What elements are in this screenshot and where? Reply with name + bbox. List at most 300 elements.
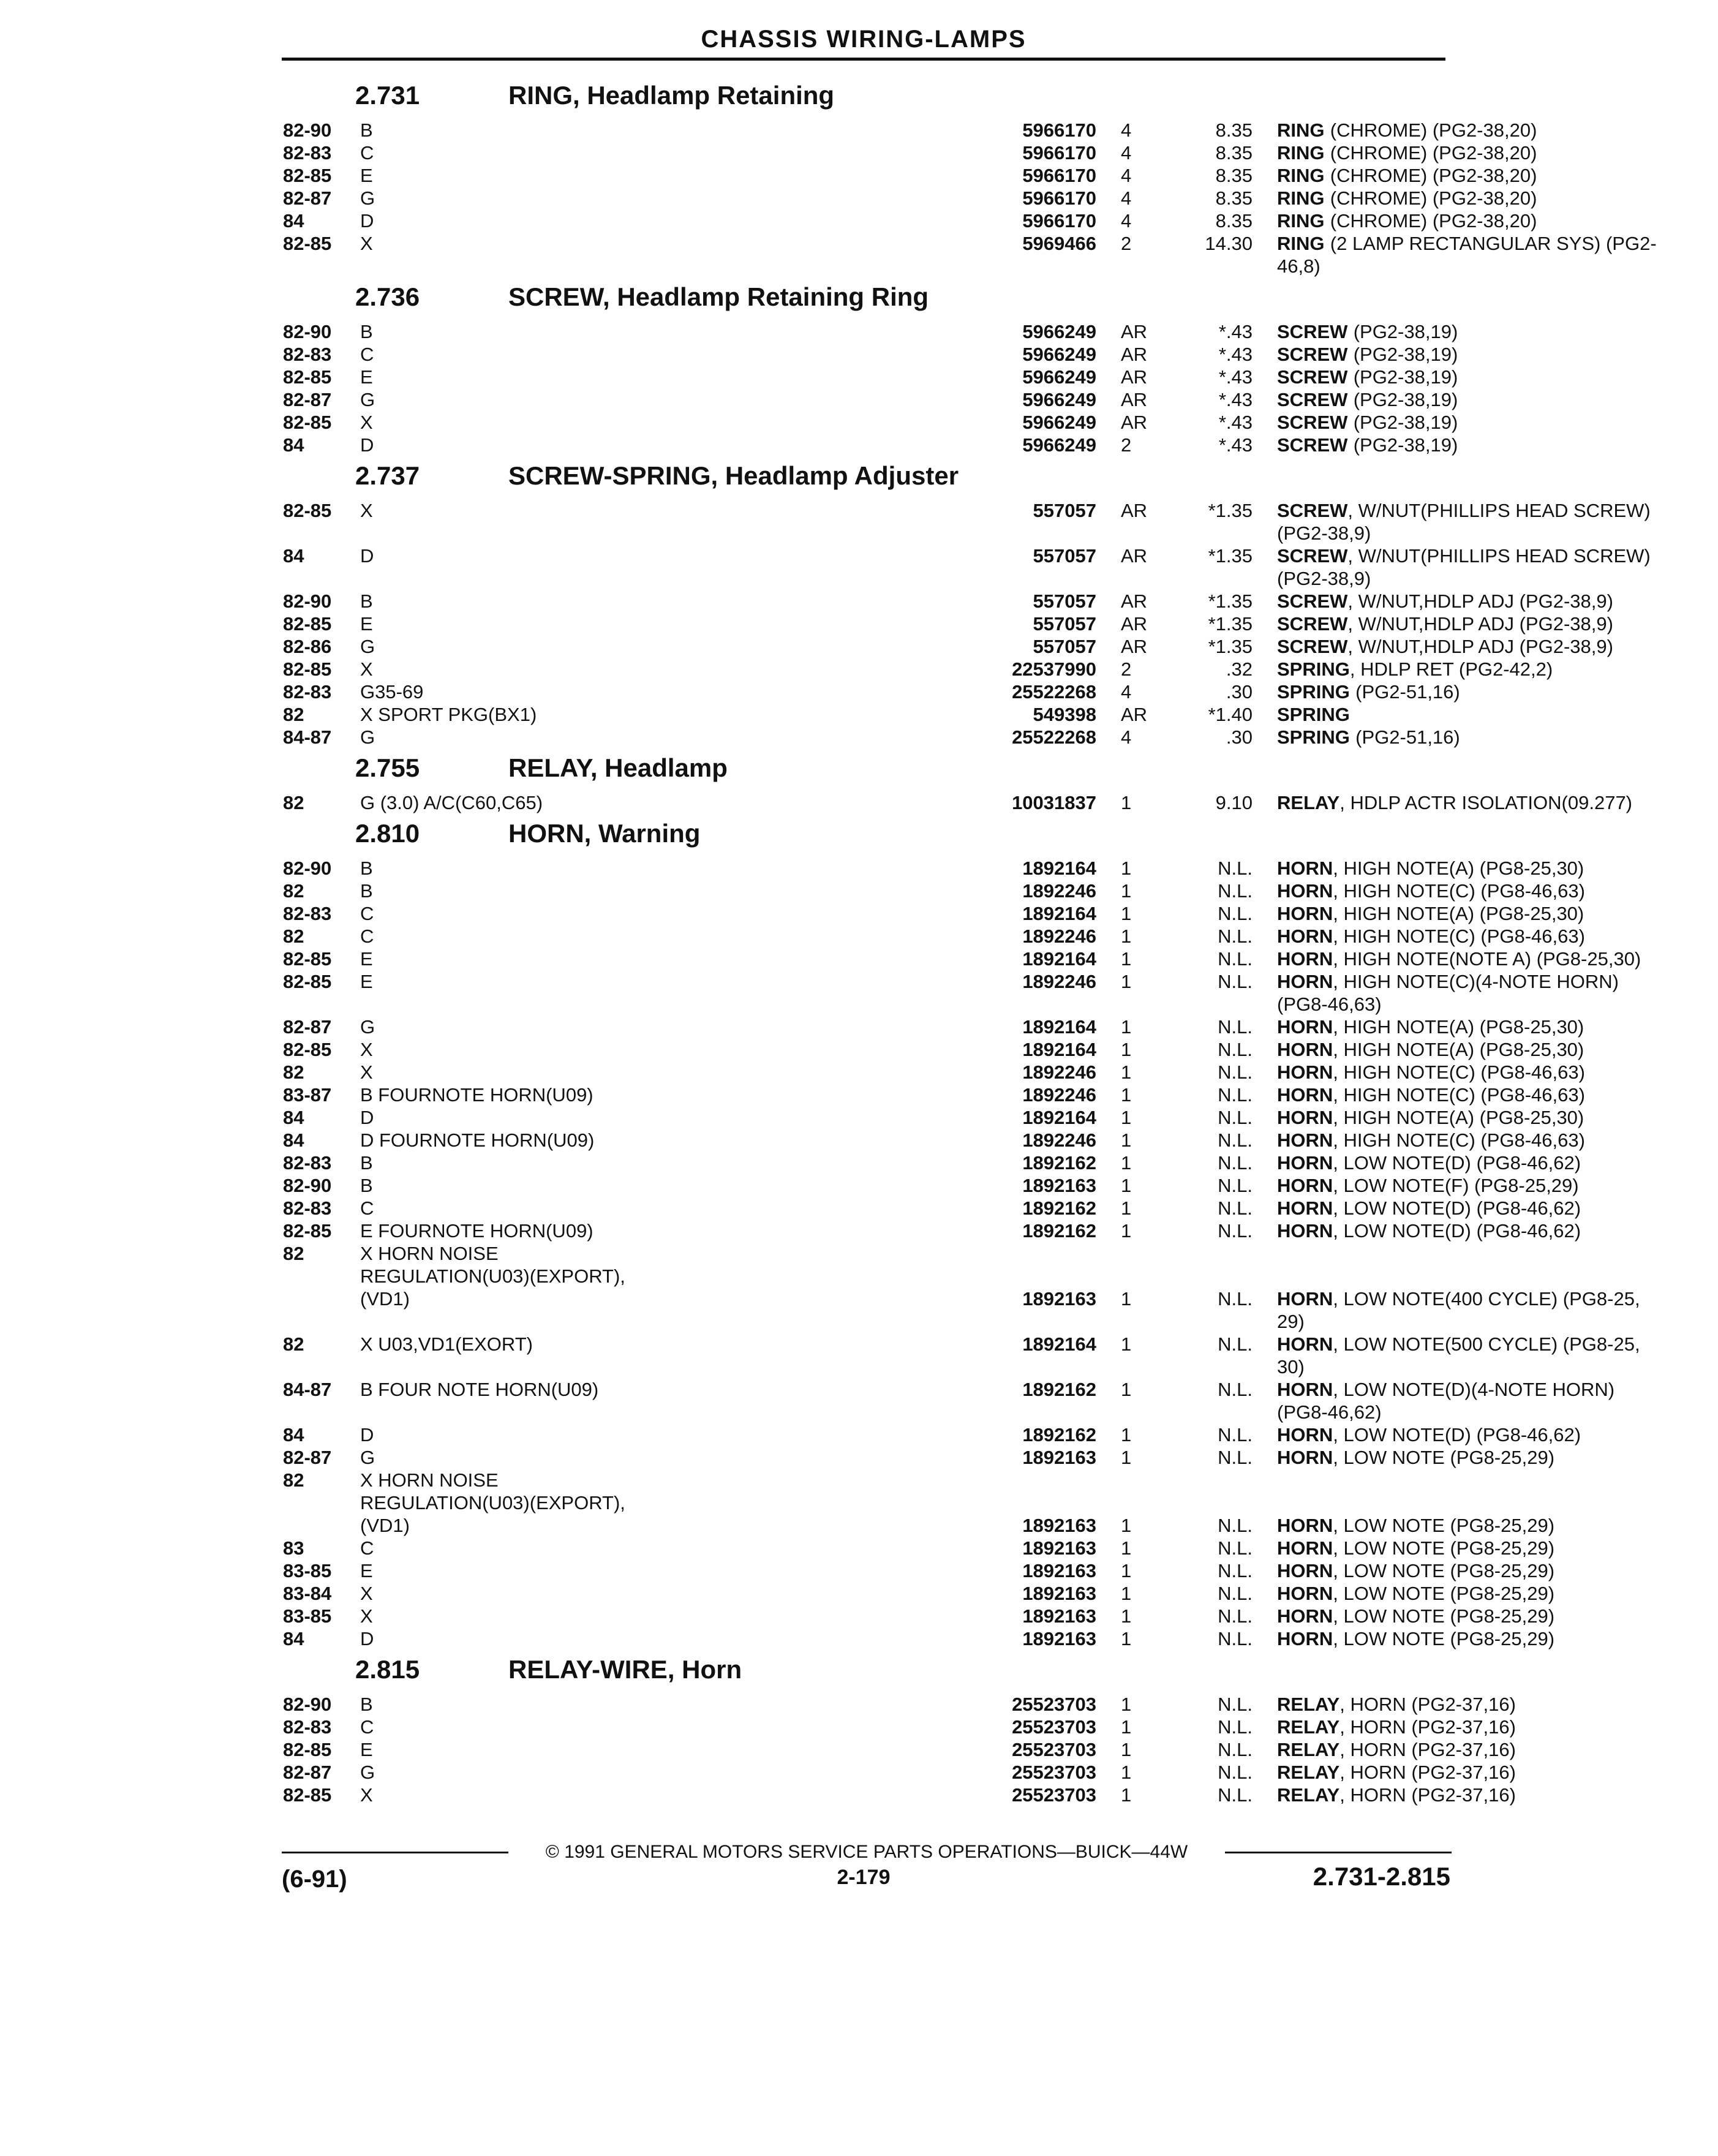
row-note-text: (CHROME) (PG2-38,20) [1330,142,1537,164]
row-description: B FOUR NOTE HORN(U09) [360,1379,599,1400]
row-description-note [1277,1287,1718,1310]
row-description: C [360,142,374,164]
table-row [282,948,1641,970]
row-description-note [1277,1514,1718,1537]
row-quantity: 1 [1121,1379,1132,1400]
row-quantity: AR [1121,500,1148,521]
section-number: 2.815 [355,1655,420,1684]
table-row [282,1038,1584,1061]
table-row [282,1219,1581,1242]
row-price: *1.35 [1208,613,1253,635]
row-part-number: 25522268 [1012,726,1096,748]
table-row [282,411,1458,434]
row-note-text: , HIGH NOTE(C) (PG8-46,63) [1333,1061,1585,1083]
section-number: 2.736 [355,282,420,311]
row-part-keyword: HORN [1277,1288,1333,1310]
row-year: 82-85 [283,1039,332,1060]
section-number: 2.731 [355,81,420,110]
row-description-note [1277,1378,1718,1401]
row-year: 82-87 [283,1762,332,1783]
row-part-keyword: HORN [1277,1379,1333,1400]
row-description-note [1277,1174,1718,1197]
row-part-number: 25522268 [1012,681,1096,703]
row-part-number: 1892164 [1022,1039,1096,1060]
row-description-note [1277,499,1718,522]
row-part-keyword: HORN [1277,1061,1333,1083]
row-year: 82-85 [283,500,332,521]
row-price: N.L. [1218,1175,1253,1196]
row-part-number: 5966249 [1022,366,1096,388]
row-price: N.L. [1218,1515,1253,1536]
row-quantity: AR [1121,704,1148,725]
row-description-note [1277,970,1718,993]
row-year: 83-85 [283,1605,332,1627]
row-note-text: , HDLP RET (PG2-42,2) [1349,658,1553,680]
row-description: G [360,1447,375,1468]
table-row [282,1333,1640,1355]
row-note-text: , LOW NOTE (PG8-25,29) [1333,1447,1555,1468]
row-note-text: , LOW NOTE(500 CYCLE) (PG8-25, [1333,1333,1640,1355]
row-note-text: (PG2-38,9) [1277,522,1371,544]
row-description-note [1277,1401,1718,1423]
section-title: SCREW-SPRING, Headlamp Adjuster [508,461,959,490]
table-row [282,1152,1581,1174]
row-note-text: (PG2-38,19) [1353,389,1458,410]
row-description: C [360,1197,374,1219]
row-price: N.L. [1218,1152,1253,1174]
row-quantity: 1 [1121,792,1132,813]
section-title: HORN, Warning [508,819,701,848]
section-heading [282,277,1445,320]
row-description-note [1277,366,1718,388]
row-part-number: 5966249 [1022,321,1096,342]
table-row [282,590,1613,612]
section-heading [282,456,1445,499]
row-note-text: , LOW NOTE (PG8-25,29) [1333,1628,1555,1649]
table-row [282,567,1445,590]
row-price: N.L. [1218,1424,1253,1446]
table-row [282,1627,1555,1650]
table-row [282,680,1460,703]
section-number: 2.737 [355,461,420,490]
row-price: N.L. [1218,925,1253,947]
row-quantity: 1 [1121,1762,1132,1783]
table-row [282,388,1458,411]
row-quantity: 4 [1121,681,1132,703]
row-quantity: 1 [1121,1605,1132,1627]
row-description: E [360,165,373,186]
table-row [282,1242,1445,1265]
row-price: *1.35 [1208,500,1253,521]
row-part-keyword: RING [1277,119,1325,141]
row-quantity: 1 [1121,858,1132,879]
row-quantity: 1 [1121,1333,1132,1355]
row-description: (VD1) [360,1288,410,1310]
row-price: N.L. [1218,1379,1253,1400]
row-note-text: (PG2-38,19) [1353,344,1458,365]
row-note-text: , LOW NOTE (PG8-25,29) [1333,1583,1555,1604]
row-part-keyword: HORN [1277,858,1333,879]
row-part-number: 1892162 [1022,1220,1096,1242]
row-year: 82-85 [283,948,332,970]
table-row [282,1423,1581,1446]
row-description: X [360,1605,373,1627]
row-year: 82-83 [283,681,332,703]
row-description-note [1277,1582,1718,1605]
row-price: N.L. [1218,948,1253,970]
row-price: 8.35 [1215,165,1253,186]
table-row [282,1287,1640,1310]
row-part-keyword: SCREW [1277,344,1348,365]
row-year: 82-87 [283,389,332,410]
row-description-note [1277,1784,1718,1806]
row-description: G [360,389,375,410]
table-row [282,545,1651,567]
row-price: N.L. [1218,903,1253,924]
table-row [282,1061,1585,1084]
row-part-number: 1892163 [1022,1583,1096,1604]
row-description: G [360,726,375,748]
row-note-text: (PG2-51,16) [1355,681,1460,703]
row-price: N.L. [1218,1605,1253,1627]
row-description-note [1277,567,1718,590]
row-part-number: 1892164 [1022,858,1096,879]
row-part-number: 1892162 [1022,1379,1096,1400]
table-row [282,1446,1555,1469]
table-row [282,1469,1445,1491]
row-part-keyword: RING [1277,210,1325,232]
row-price: N.L. [1218,880,1253,902]
row-note-text: , LOW NOTE(D) (PG8-46,62) [1333,1424,1581,1446]
row-note-text: (PG8-46,62) [1277,1401,1382,1423]
row-note-text: , LOW NOTE(D) (PG8-46,62) [1333,1220,1581,1242]
row-note-text: , HORN (PG2-37,16) [1339,1716,1516,1738]
row-description: C [360,1537,374,1559]
section-heading [282,814,1445,857]
row-note-text: 29) [1277,1311,1305,1332]
row-note-text: , HDLP ACTR ISOLATION(09.277) [1339,792,1633,813]
row-price: *.43 [1218,344,1253,365]
row-quantity: 4 [1121,142,1132,164]
row-part-number: 25523703 [1012,1762,1096,1783]
row-part-keyword: HORN [1277,971,1333,992]
row-description: B [360,1694,373,1715]
row-price: N.L. [1218,1784,1253,1806]
row-quantity: AR [1121,321,1148,342]
row-part-keyword: HORN [1277,1016,1333,1038]
section-heading [282,76,1445,119]
row-description: REGULATION(U03)(EXPORT), [360,1265,625,1287]
row-description-note [1277,726,1718,748]
row-price: 14.30 [1205,233,1253,254]
row-year: 82-83 [283,1197,332,1219]
row-note-text: , HIGH NOTE(C)(4-NOTE HORN) [1333,971,1619,992]
row-note-text: , HIGH NOTE(C) (PG8-46,63) [1333,880,1585,902]
row-price: N.L. [1218,971,1253,992]
row-part-keyword: SPRING [1277,658,1350,680]
footer-copyright: © 1991 GENERAL MOTORS SERVICE PARTS OPERATIONS—BUICK—44W [545,1842,1188,1862]
row-description: X [360,1039,373,1060]
row-year: 82-85 [283,412,332,433]
row-description-note [1277,880,1718,902]
row-price: N.L. [1218,858,1253,879]
row-part-number: 1892246 [1022,1084,1096,1106]
row-part-number: 5969466 [1022,233,1096,254]
row-description: B [360,119,373,141]
table-row [282,1355,1445,1378]
row-quantity: AR [1121,412,1148,433]
row-description: D [360,1107,374,1128]
table-row [282,1784,1516,1806]
row-price: N.L. [1218,1016,1253,1038]
row-description-note [1277,1761,1718,1784]
row-description-note [1277,141,1718,164]
row-price: .30 [1226,726,1253,748]
row-note-text: (CHROME) (PG2-38,20) [1330,165,1537,186]
row-description-note [1277,411,1718,434]
row-part-number: 5966249 [1022,412,1096,433]
row-year: 82 [283,1243,304,1264]
section-title: RELAY, Headlamp [508,753,728,782]
footer-section-range: 2.731-2.815 [1313,1862,1450,1891]
row-description: X [360,233,373,254]
row-note-text: , LOW NOTE(D)(4-NOTE HORN) [1333,1379,1615,1400]
row-year: 84 [283,1628,304,1649]
table-row [282,703,1445,726]
row-part-number: 5966170 [1022,187,1096,209]
table-row [282,612,1613,635]
row-part-number: 5966249 [1022,434,1096,456]
table-row [282,119,1537,141]
row-year: 82 [283,1469,304,1491]
row-note-text: (CHROME) (PG2-38,20) [1330,210,1537,232]
row-part-number: 557057 [1033,613,1096,635]
row-part-keyword: HORN [1277,903,1333,924]
row-quantity: 1 [1121,1039,1132,1060]
row-description-note [1277,255,1718,277]
row-year: 82-90 [283,119,332,141]
row-description: B [360,1152,373,1174]
row-year: 82-90 [283,1694,332,1715]
table-row [282,164,1537,187]
row-part-number: 5966170 [1022,119,1096,141]
row-description-note [1277,232,1718,255]
row-quantity: 1 [1121,1197,1132,1219]
row-part-keyword: HORN [1277,1447,1333,1468]
row-description-note [1277,680,1718,703]
table-row [282,187,1537,209]
table-row [282,925,1585,948]
row-part-keyword: RING [1277,187,1325,209]
parts-listing [282,76,1657,1806]
table-row [282,1401,1445,1423]
row-quantity: 1 [1121,948,1132,970]
table-row [282,1106,1584,1129]
row-year: 84 [283,1424,304,1446]
table-row [282,635,1613,658]
row-part-number: 1892246 [1022,1129,1096,1151]
row-price: *1.35 [1208,590,1253,612]
row-note-text: , HORN (PG2-37,16) [1339,1784,1516,1806]
row-year: 83-84 [283,1583,332,1604]
row-description-note [1277,1559,1718,1582]
section-heading [282,1650,1445,1693]
row-quantity: 1 [1121,1537,1132,1559]
row-note-text: , HIGH NOTE(A) (PG8-25,30) [1333,1039,1584,1060]
row-part-number: 25523703 [1012,1739,1096,1760]
row-part-keyword: RING [1277,233,1325,254]
row-note-text: , LOW NOTE (PG8-25,29) [1333,1605,1555,1627]
row-year: 82 [283,792,304,813]
row-price: *1.35 [1208,545,1253,567]
row-note-text: , HORN (PG2-37,16) [1339,1694,1516,1715]
row-year: 82-83 [283,142,332,164]
row-description: G (3.0) A/C(C60,C65) [360,792,543,813]
row-note-text: (PG2-38,19) [1353,321,1458,342]
row-description-note [1277,1605,1718,1627]
row-description: (VD1) [360,1515,410,1536]
table-row [282,970,1619,993]
row-year: 82-90 [283,858,332,879]
row-description: D [360,1628,374,1649]
row-note-text: (CHROME) (PG2-38,20) [1330,187,1537,209]
row-note-text: (CHROME) (PG2-38,20) [1330,119,1537,141]
row-note-text: , HORN (PG2-37,16) [1339,1739,1516,1760]
table-row [282,726,1460,748]
table-row [282,141,1537,164]
row-description: X U03,VD1(EXORT) [360,1333,533,1355]
row-description: B [360,858,373,879]
row-part-keyword: HORN [1277,925,1333,947]
row-price: N.L. [1218,1537,1253,1559]
table-row [282,1559,1555,1582]
row-part-number: 1892164 [1022,1107,1096,1128]
row-description-note [1277,1084,1718,1106]
row-note-text: , HIGH NOTE(C) (PG8-46,63) [1333,925,1585,947]
row-note-text: , LOW NOTE (PG8-25,29) [1333,1537,1555,1559]
row-price: 8.35 [1215,210,1253,232]
row-description-note [1277,993,1718,1016]
row-description: X [360,500,373,521]
table-row [282,1605,1555,1627]
table-row [282,1761,1516,1784]
row-note-text: , W/NUT,HDLP ADJ (PG2-38,9) [1347,636,1613,657]
row-part-keyword: HORN [1277,1424,1333,1446]
row-part-number: 5966170 [1022,165,1096,186]
table-row [282,209,1537,232]
table-row [282,1016,1584,1038]
section-heading [282,748,1445,791]
row-description: B [360,880,373,902]
row-price: *1.40 [1208,704,1253,725]
row-part-keyword: SCREW [1277,590,1348,612]
row-year: 82-85 [283,1739,332,1760]
table-row [282,434,1458,456]
row-year: 82-90 [283,590,332,612]
row-quantity: 1 [1121,1628,1132,1649]
row-part-number: 1892162 [1022,1152,1096,1174]
row-year: 82 [283,880,304,902]
row-part-number: 557057 [1033,500,1096,521]
row-description: C [360,1716,374,1738]
row-quantity: 1 [1121,1560,1132,1581]
row-description: X [360,1784,373,1806]
row-quantity: 1 [1121,925,1132,947]
row-part-number: 1892163 [1022,1175,1096,1196]
row-description-note [1277,948,1718,970]
row-quantity: 1 [1121,971,1132,992]
row-part-keyword: HORN [1277,1039,1333,1060]
row-price: N.L. [1218,1628,1253,1649]
footer-page-number: 2-179 [837,1866,891,1889]
row-part-number: 22537990 [1012,658,1096,680]
table-row [282,1582,1555,1605]
row-note-text: , HIGH NOTE(A) (PG8-25,30) [1333,1107,1584,1128]
row-year: 82-83 [283,1716,332,1738]
row-part-number: 1892163 [1022,1628,1096,1649]
row-quantity: 1 [1121,1152,1132,1174]
row-year: 82-83 [283,1152,332,1174]
row-quantity: AR [1121,344,1148,365]
row-quantity: 1 [1121,1515,1132,1536]
row-quantity: 1 [1121,903,1132,924]
row-part-number: 5966249 [1022,389,1096,410]
row-year: 82-85 [283,233,332,254]
row-description-note [1277,658,1718,680]
row-quantity: AR [1121,613,1148,635]
row-quantity: 1 [1121,1175,1132,1196]
row-description-note [1277,119,1718,141]
row-description: D [360,545,374,567]
row-part-number: 549398 [1033,704,1096,725]
section-number: 2.810 [355,819,420,848]
row-description: X HORN NOISE [360,1243,499,1264]
table-row [282,1310,1445,1333]
row-part-keyword: HORN [1277,1605,1333,1627]
row-year: 82-85 [283,658,332,680]
row-note-text: , HIGH NOTE(A) (PG8-25,30) [1333,858,1584,879]
row-description: X [360,1061,373,1083]
row-quantity: 1 [1121,1784,1132,1806]
section-title: RELAY-WIRE, Horn [508,1655,742,1684]
row-quantity: AR [1121,590,1148,612]
row-note-text: (PG2-51,16) [1355,726,1460,748]
row-part-number: 1892163 [1022,1288,1096,1310]
row-part-keyword: SCREW [1277,613,1348,635]
table-row [282,857,1584,880]
table-row [282,343,1458,366]
row-note-text: , LOW NOTE(D) (PG8-46,62) [1333,1197,1581,1219]
row-note-text: , LOW NOTE(400 CYCLE) (PG8-25, [1333,1288,1640,1310]
row-part-number: 1892164 [1022,948,1096,970]
row-note-text: (2 LAMP RECTANGULAR SYS) (PG2- [1330,233,1657,254]
row-note-text: , LOW NOTE (PG8-25,29) [1333,1515,1555,1536]
row-year: 82-85 [283,366,332,388]
row-quantity: 1 [1121,1016,1132,1038]
row-description-note [1277,320,1718,343]
row-part-number: 5966170 [1022,210,1096,232]
row-part-keyword: SCREW [1277,389,1348,410]
row-part-number: 1892163 [1022,1560,1096,1581]
row-part-keyword: SCREW [1277,366,1348,388]
row-description-note [1277,187,1718,209]
row-part-number: 1892246 [1022,971,1096,992]
row-part-keyword: SCREW [1277,412,1348,433]
table-row [282,1716,1516,1738]
row-quantity: 1 [1121,1129,1132,1151]
row-quantity: 1 [1121,1061,1132,1083]
row-description: E [360,1560,373,1581]
